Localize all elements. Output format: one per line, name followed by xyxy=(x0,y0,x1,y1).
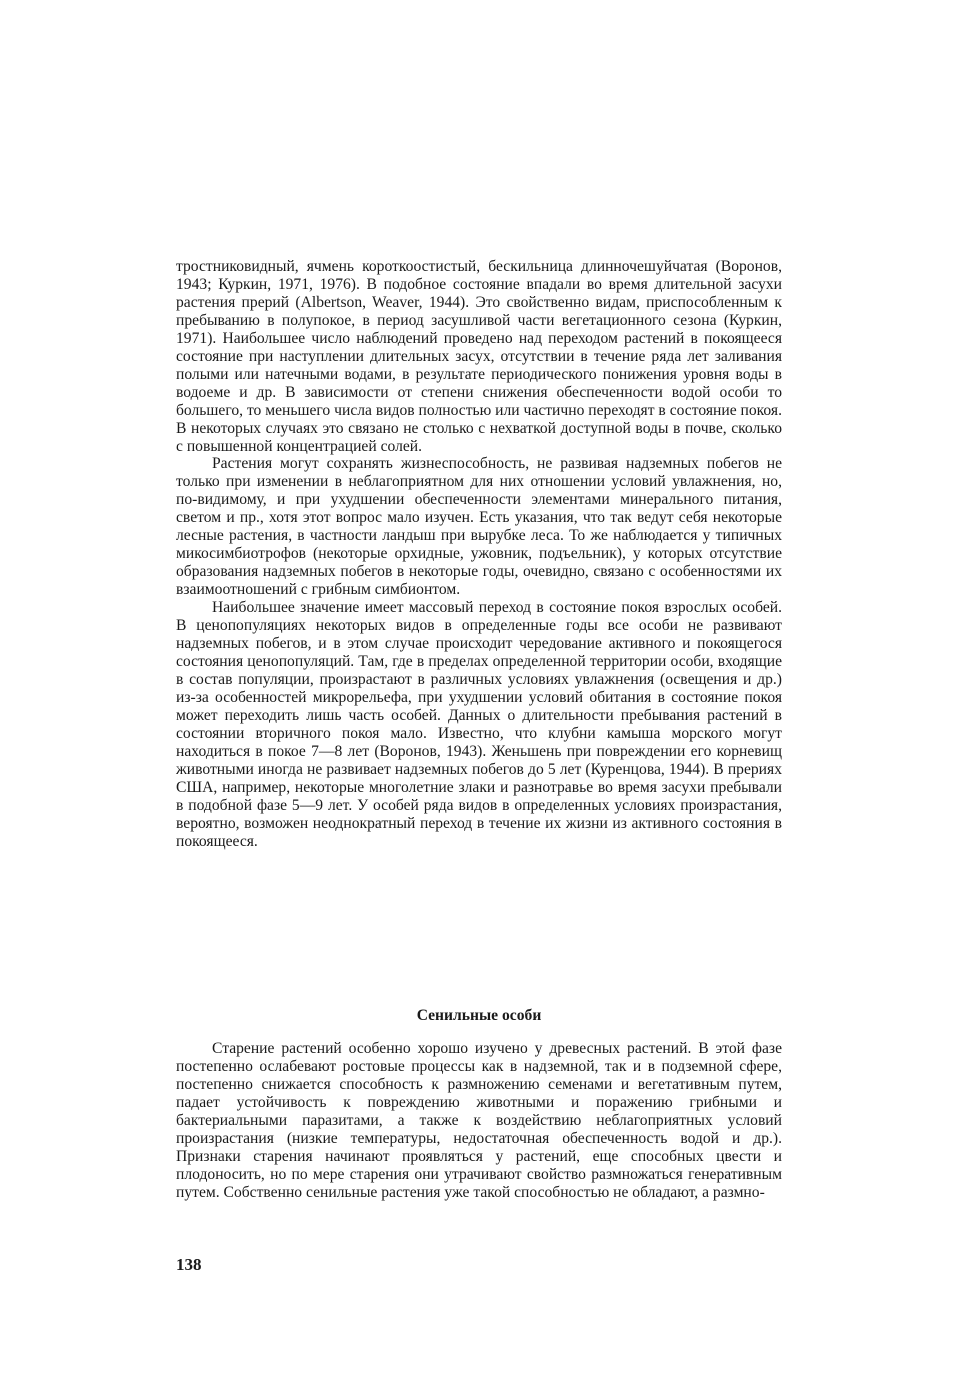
paragraph-aboveground-shoots: Растения могут сохранять жизнеспособность, не развивая надземных побегов не только при изменении в неблагоприятном для них отношении условий увлажнения, но, по-видимому, и при ухудшении обеспеченности элементами минерального питания, светом и пр., хотя этот вопрос мало изучен. Есть указания, что так ведут себя некоторые лесные растения, в частности ландыш при вырубке леса. То же наблюдается у типичных микосимбиотрофов (некоторые орхидные, ужовник, подъельник), у которых отсутствие образования надземных побегов в некоторые годы, очевидно, связано с особенностями их взаимоотношений с грибным симбионтом. xyxy=(176,455,782,599)
main-text-top xyxy=(176,258,782,850)
paragraph-senile-plants: Старение растений особенно хорошо изучено у древесных растений. В этой фазе постепенно ослабевают ростовые процессы как в надземной, так и в подземной сфере, постепенно снижается способность к размножению семенами и вегетативным путем, падает устойчивость к повреждению животными и поражению грибными и бактериальными паразитами, а также к воздействию неблагоприятных условий произрастания (низкие температуры, недостаточная обеспеченность водой и др.). Признаки старения начинают проявляться у растений, еще способных цвести и плодоносить, но по мере старения они утрачивают свойство размножаться генеративным путем. Собственно сенильные растения уже такой способностью не обладают, а размно- xyxy=(176,1040,782,1201)
main-text-bottom xyxy=(176,1040,782,1202)
section-heading: Сенильные особи xyxy=(416,1007,542,1024)
paragraph-continued: тростниковидный, ячмень короткоостистый, бескильница длинночешуйчатая (Воронов, 1943; Куркин, 1971, 1976). В подобное состояние впадали во время длительной засухи растения прерий (Albertson, Weaver, 1944). Это свойственно видам, приспособленным к пребыванию в полупокое, в период засушливой части вегетационного сезона (Куркин, 1971). Наибольшее число наблюдений проведено над переходом растений в покоящееся состояние при наступлении длительных засух, отсутствии в течение ряда лет заливания полыми или натечными водами, в результате периодического понижения уровня воды в водоеме и др. В зависимости от степени снижения обеспеченности водой особи то большего, то меньшего числа видов полностью или частично переходят в состояние покоя. В некоторых случаях это связано не столько с нехваткой доступной воды в почве, сколько с повышенной концентрацией солей. xyxy=(176,258,783,455)
page-number: 138 xyxy=(176,1255,202,1274)
paragraph-mass-dormancy: Наибольшее значение имеет массовый переход в состояние покоя взрослых особей. В ценопопуляциях некоторых видов в определенные годы все особи не развивают надземных побегов, и в этом случае происходит чередование активного и покоящегося состояния ценопопуляций. Там, где в пределах определенной территории особи, входящие в состав популяции, произрастают в различных условиях увлажнения (освещения и др.) из-за особенностей микрорельефа, при ухудшении условий обитания в состояние покоя может переходить лишь часть особей. Данных о длительности пребывания растений в состоянии вторичного покоя мало. Известно, что клубни камыша морского могут находиться в покое 7—8 лет (Воронов, 1943). Женьшень при повреждении его корневищ животными иногда не развивает надземных побегов до 5 лет (Куренцова, 1944). В прериях США, например, некоторые многолетние злаки и разнотравье во время засухи пребывали в подобной фазе 5—9 лет. У особей ряда видов в определенных условиях произрастания, вероятно, возможен неоднократный переход в течение их жизни из активного состояния в покоящееся. xyxy=(176,599,782,850)
